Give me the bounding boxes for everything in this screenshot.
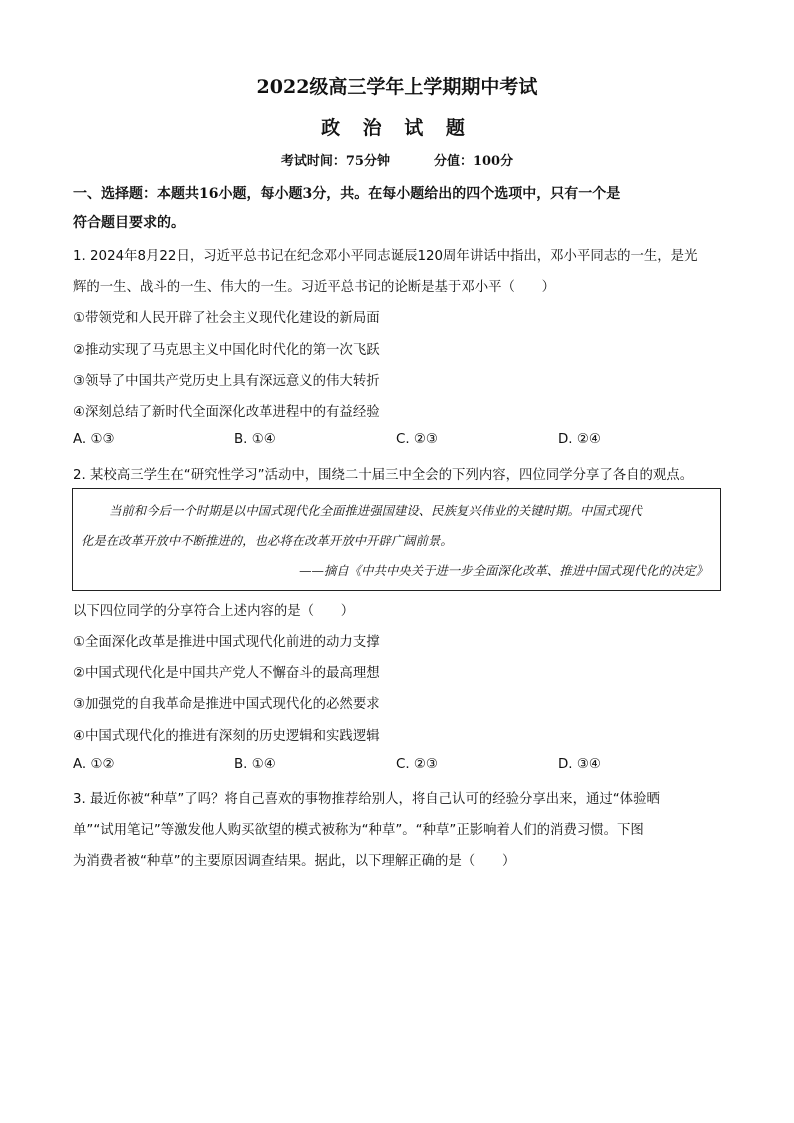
section-heading-line1: 一、选择题：本题共16小题，每小题3分，共。在每小题给出的四个选项中，只有一个是: [73, 186, 621, 202]
q2-statement-4: ④中国式现代化的推进有深刻的历史逻辑和实践逻辑: [73, 729, 380, 744]
q2-option-c[interactable]: C. ②③: [396, 757, 438, 772]
q1-stem-line1: 1. 2024年8月22日，习近平总书记在纪念邓小平同志诞辰120周年讲话中指出，邓小平同志的一生，是光: [73, 249, 698, 264]
q2-option-b[interactable]: B. ①④: [234, 757, 276, 772]
q1-statement-3: ③领导了中国共产党历史上具有深远意义的伟大转折: [73, 374, 380, 389]
q1-option-c[interactable]: C. ②③: [396, 432, 438, 447]
q1-statement-2: ②推动实现了马克思主义中国化时代化的第一次飞跃: [73, 343, 380, 358]
exam-meta: [0, 150, 794, 169]
section-heading-line2: 符合题目要求的。: [73, 215, 185, 231]
q1-statement-1: ①带领党和人民开辟了社会主义现代化建设的新局面: [73, 311, 380, 326]
q2-quote-line1: 当前和今后一个时期是以中国式现代化全面推进强国建设、民族复兴伟业的关键时期。中国式现代: [109, 503, 642, 518]
q3-stem-line3: 为消费者被“种草”的主要原因调查结果。据此，以下理解正确的是（ ）: [73, 854, 516, 869]
exam-title: 2022级高三学年上学期期中考试: [256, 76, 538, 98]
q2-statement-2: ②中国式现代化是中国共产党人不懈奋斗的最高理想: [73, 666, 380, 681]
q1-option-b[interactable]: B. ①④: [234, 432, 276, 447]
q2-option-a[interactable]: A. ①②: [73, 757, 115, 772]
q1-option-a[interactable]: A. ①③: [73, 432, 115, 447]
exam-score: 分值：100分: [433, 154, 514, 169]
q1-statement-4: ④深刻总结了新时代全面深化改革进程中的有益经验: [73, 405, 380, 420]
q2-statement-1: ①全面深化改革是推进中国式现代化前进的动力支撑: [73, 635, 380, 650]
exam-subject: 政 治 试 题: [321, 117, 473, 139]
q2-quote-line2: 化是在改革开放中不断推进的，也必将在改革开放中开辟广阔前景。: [81, 533, 453, 548]
q2-quote-source: ——摘自《中共中央关于进一步全面深化改革、推进中国式现代化的决定》: [299, 563, 708, 578]
q3-stem-line1: 3. 最近你被“种草”了吗？将自己喜欢的事物推荐给别人，将自己认可的经验分享出来，通过“体验晒: [73, 792, 660, 807]
q2-statement-3: ③加强党的自我革命是推进中国式现代化的必然要求: [73, 697, 380, 712]
q2-stem: 2. 某校高三学生在“研究性学习”活动中，围绕二十届三中全会的下列内容，四位同学分享了各自的观点。: [73, 468, 694, 483]
q2-option-d[interactable]: D. ③④: [558, 757, 601, 772]
q1-option-d[interactable]: D. ②④: [558, 432, 601, 447]
q2-question: 以下四位同学的分享符合上述内容的是（ ）: [73, 604, 355, 619]
q1-stem-line2: 辉的一生、战斗的一生、伟大的一生。习近平总书记的论断是基于邓小平（ ）: [73, 280, 556, 295]
q3-stem-line2: 单”“试用笔记”等激发他人购买欲望的模式被称为“种草”。“种草”正影响着人们的消费习惯。下图: [73, 823, 644, 838]
exam-time: 考试时间：75分钟: [280, 154, 390, 169]
